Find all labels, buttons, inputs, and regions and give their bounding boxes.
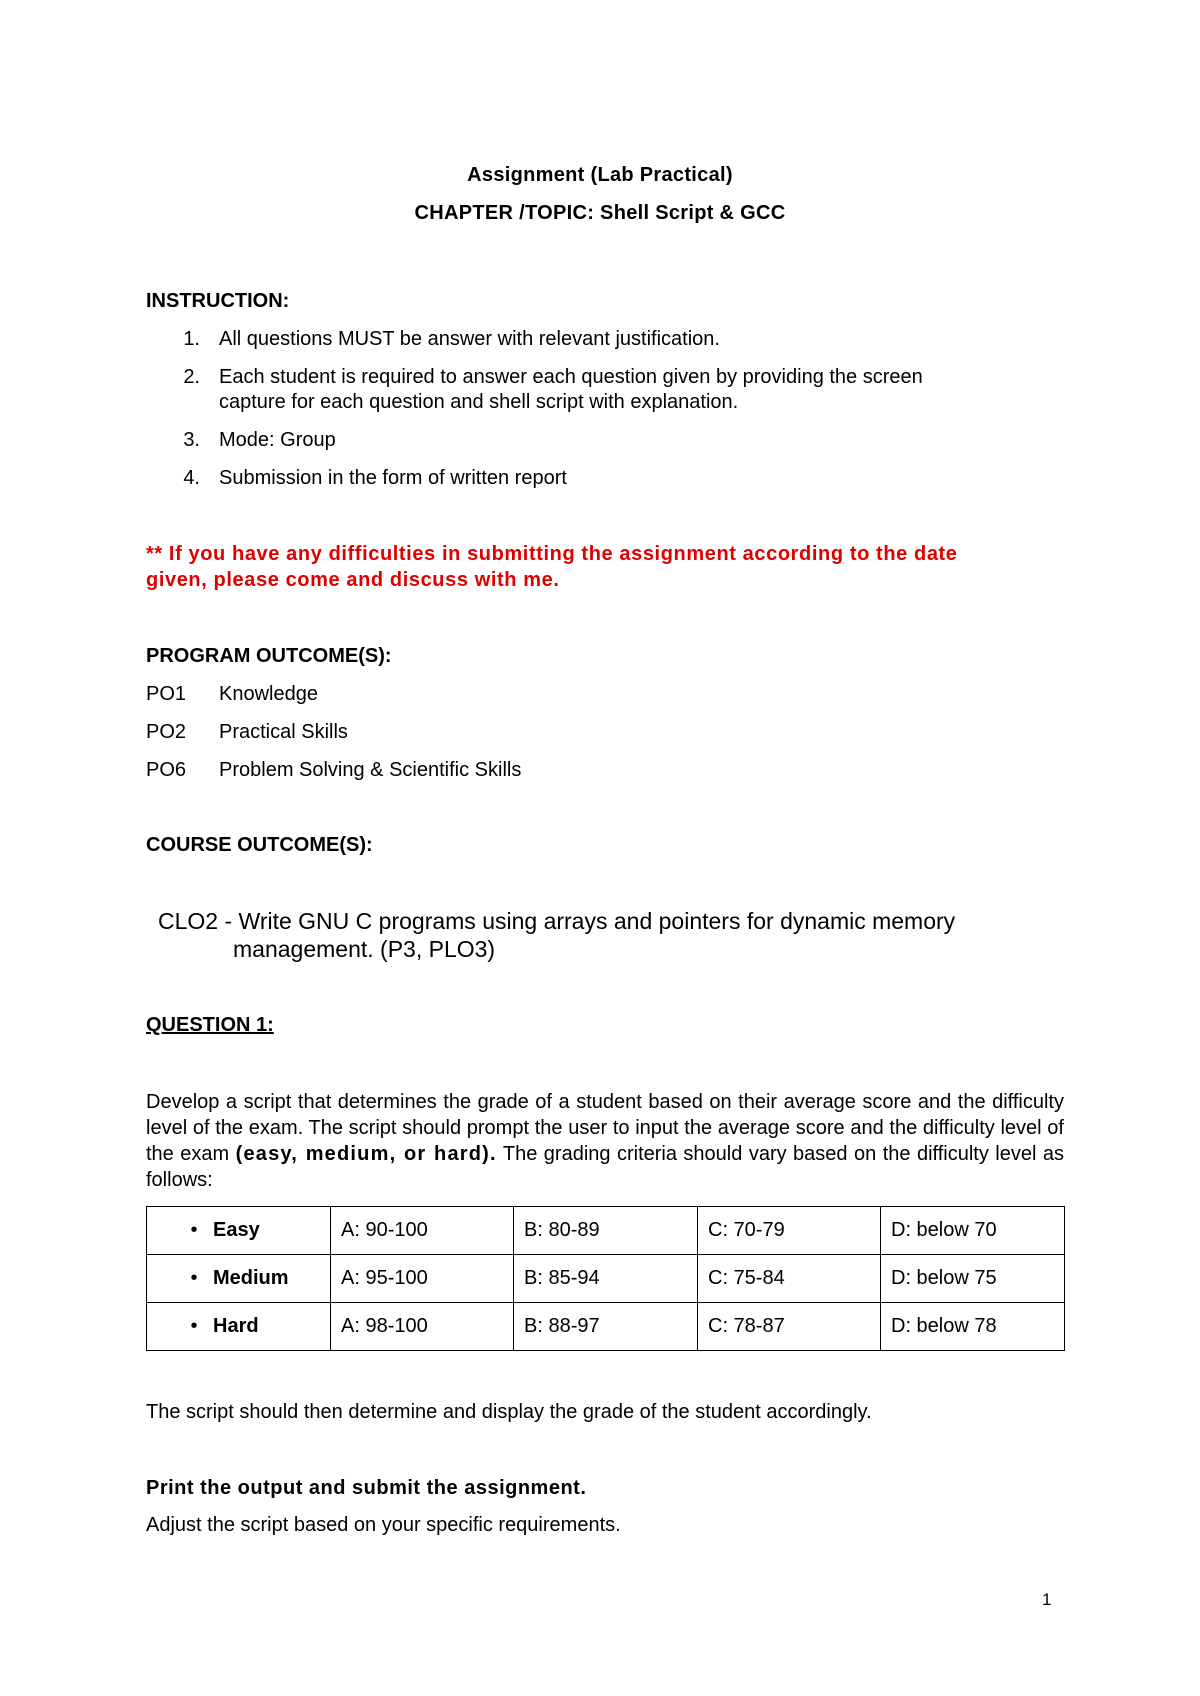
grade-b-cell: B: 88-97 bbox=[514, 1303, 698, 1351]
instruction-item: Each student is required to answer each question given by providing the screen bbox=[219, 366, 923, 388]
po-label: Problem Solving & Scientific Skills bbox=[219, 759, 522, 781]
page-number: 1 bbox=[1042, 1590, 1052, 1609]
level-cell bbox=[147, 1255, 331, 1303]
level-cell bbox=[147, 1303, 331, 1351]
grade-b-cell: B: 80-89 bbox=[514, 1207, 698, 1255]
instruction-number: 1. bbox=[183, 328, 200, 350]
po-label: Knowledge bbox=[219, 683, 318, 705]
course-outcomes-heading: COURSE OUTCOME(S): bbox=[146, 834, 373, 856]
instruction-item-continued: capture for each question and shell script with explanation. bbox=[219, 391, 739, 413]
question-description bbox=[146, 1089, 1064, 1193]
document-title: Assignment (Lab Practical) bbox=[467, 164, 733, 186]
grade-c-cell: C: 75-84 bbox=[698, 1255, 881, 1303]
question-text: Develop a script that determines the grade of a student based on their average score and the difficulty level of the exam. The script should prompt the user to input the average score and the difficulty level of the exam bbox=[146, 1091, 1064, 1165]
question-heading: QUESTION 1: bbox=[146, 1014, 274, 1036]
level-cell bbox=[147, 1207, 331, 1255]
grade-c-cell: C: 70-79 bbox=[698, 1207, 881, 1255]
po-code: PO2 bbox=[146, 721, 187, 743]
instruction-item: Submission in the form of written report bbox=[219, 467, 567, 489]
notice-text: ** If you have any difficulties in submitting the assignment according to the date bbox=[146, 543, 958, 565]
bullet-icon: • bbox=[190, 1219, 198, 1241]
bullet-icon: • bbox=[190, 1315, 198, 1337]
difficulty-options: (easy, medium, or hard). bbox=[235, 1143, 497, 1165]
level-label: Easy bbox=[213, 1219, 260, 1241]
clo-text-continued: management. (P3, PLO3) bbox=[233, 936, 496, 962]
po-label: Practical Skills bbox=[219, 721, 348, 743]
table-row bbox=[147, 1207, 1065, 1255]
grade-a-cell: A: 95-100 bbox=[331, 1255, 514, 1303]
clo-text: CLO2 - Write GNU C programs using arrays and pointers for dynamic memory bbox=[158, 908, 956, 934]
after-table-text: The script should then determine and display the grade of the student accordingly. bbox=[146, 1401, 872, 1423]
adjust-instruction: Adjust the script based on your specific requirements. bbox=[146, 1514, 621, 1536]
document-subtitle: CHAPTER /TOPIC: Shell Script & GCC bbox=[414, 202, 786, 224]
notice-text-continued: given, please come and discuss with me. bbox=[146, 569, 560, 591]
instruction-item: All questions MUST be answer with relevant justification. bbox=[219, 328, 720, 350]
instruction-number: 3. bbox=[183, 429, 200, 451]
instruction-number: 2. bbox=[183, 366, 200, 388]
instruction-number: 4. bbox=[183, 467, 200, 489]
instruction-item: Mode: Group bbox=[219, 429, 336, 451]
grade-c-cell: C: 78-87 bbox=[698, 1303, 881, 1351]
po-code: PO6 bbox=[146, 759, 187, 781]
table-row bbox=[147, 1303, 1065, 1351]
question-text-end: The grading criteria should vary based on the difficulty level as follows: bbox=[146, 1143, 1064, 1191]
grading-table bbox=[146, 1206, 1065, 1351]
grade-b-cell: B: 85-94 bbox=[514, 1255, 698, 1303]
instruction-heading: INSTRUCTION: bbox=[146, 290, 290, 312]
level-label: Hard bbox=[213, 1315, 259, 1337]
grade-d-cell: D: below 70 bbox=[881, 1207, 1065, 1255]
bullet-icon: • bbox=[190, 1267, 198, 1289]
table-row bbox=[147, 1255, 1065, 1303]
print-instruction: Print the output and submit the assignment. bbox=[146, 1477, 587, 1499]
grade-d-cell: D: below 75 bbox=[881, 1255, 1065, 1303]
program-outcomes-heading: PROGRAM OUTCOME(S): bbox=[146, 645, 392, 667]
level-label: Medium bbox=[213, 1267, 289, 1289]
grade-a-cell: A: 98-100 bbox=[331, 1303, 514, 1351]
grade-a-cell: A: 90-100 bbox=[331, 1207, 514, 1255]
po-code: PO1 bbox=[146, 683, 187, 705]
grade-d-cell: D: below 78 bbox=[881, 1303, 1065, 1351]
